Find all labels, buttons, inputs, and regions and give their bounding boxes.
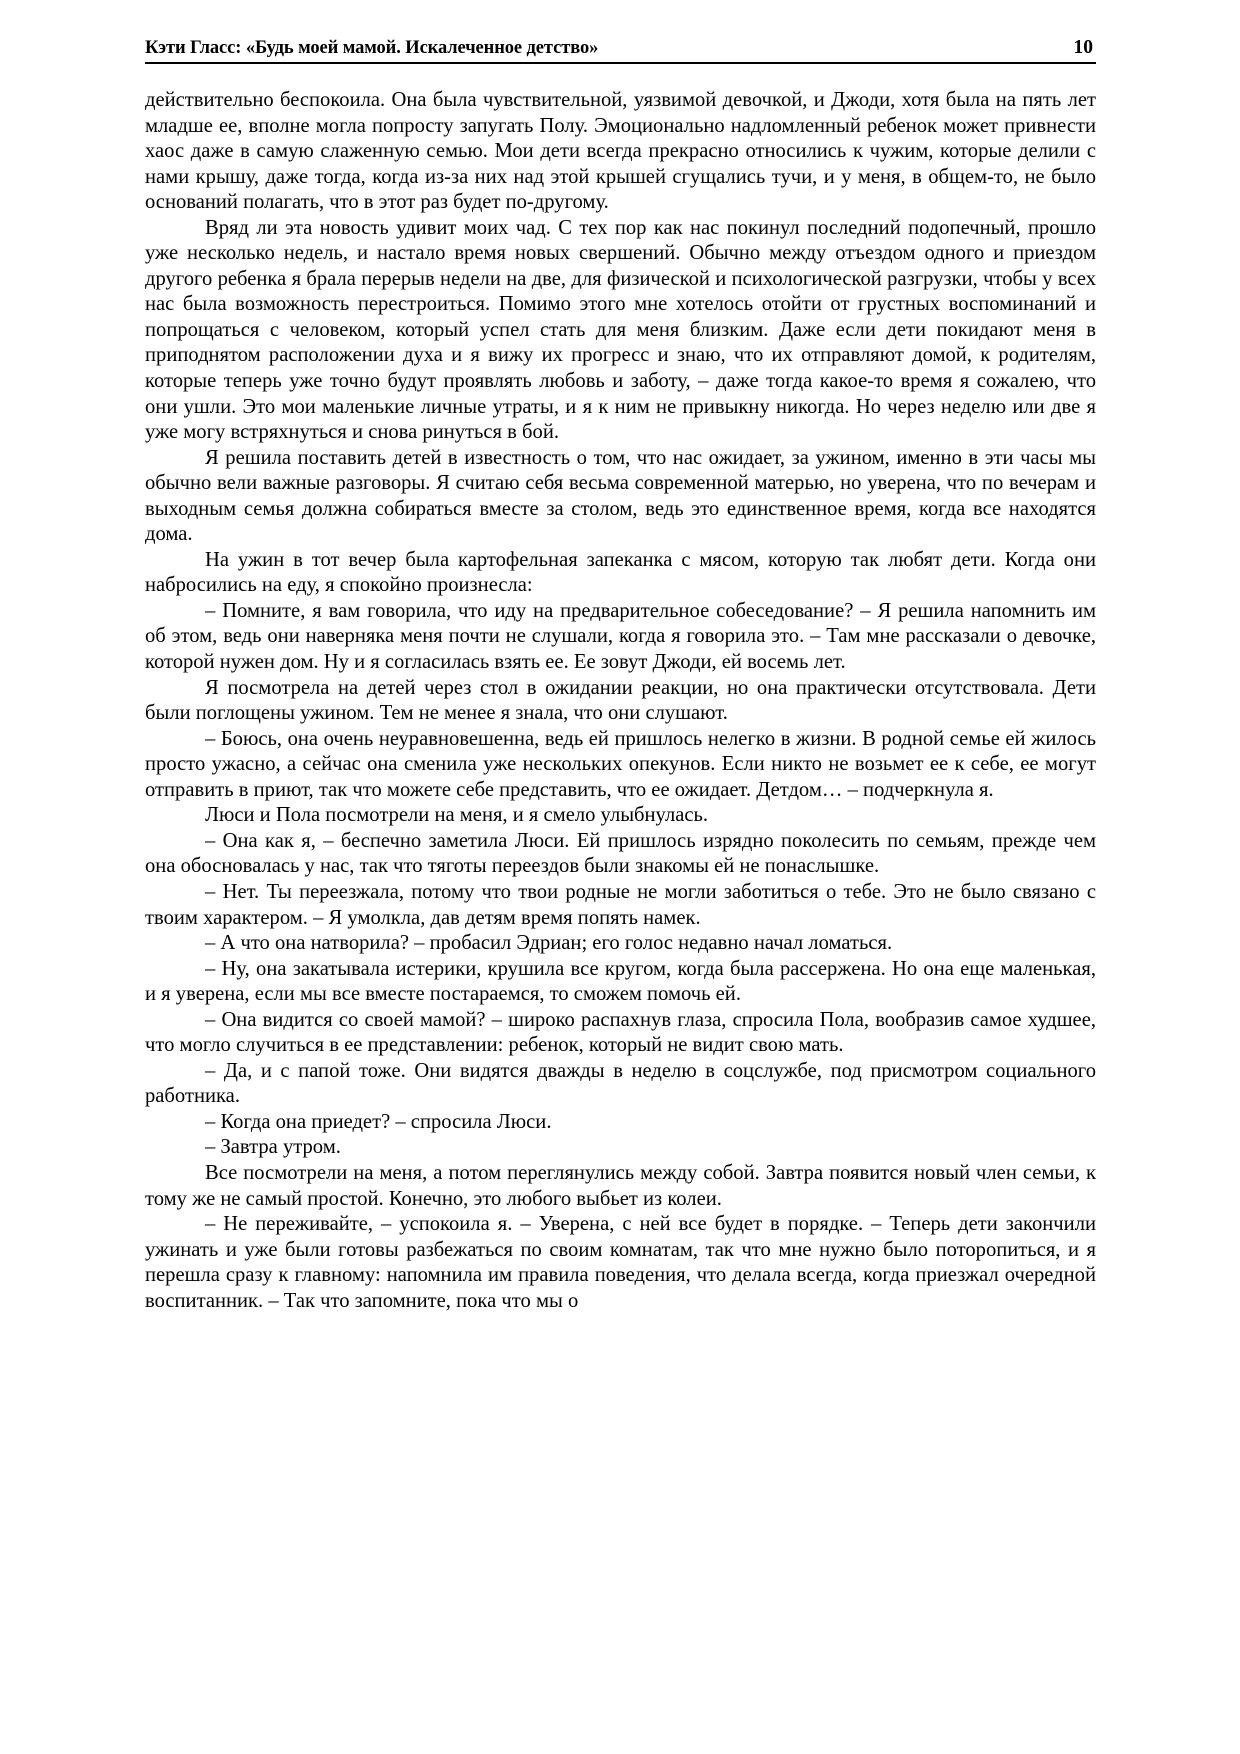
paragraph-dialogue: – Помните, я вам говорила, что иду на предварительное собеседование? – Я решила напомнить им об этом, ведь они наверняка меня почти не слушали, когда я говорила это. – Там мне рассказали о девочке, которой нужен дом. Ну и я согласилась взять ее. Ее зовут Джоди, ей восемь лет. [145, 599, 1096, 674]
paragraph-dialogue: – Боюсь, она очень неуравновешенна, ведь ей пришлось нелегко в жизни. В родной семье ей жилось просто ужасно, а сейчас она сменила уже нескольких опекунов. Если никто не возьмет ее к себе, ее могут отправить в приют, так что можете себе представить, что ее ожидает. Детдом… – подчеркнула я. [145, 727, 1096, 801]
paragraph: На ужин в тот вечер была картофельная запеканка с мясом, которую так любят дети. Когда они набросились на еду, я спокойно произнесла: [145, 548, 1096, 597]
paragraph-dialogue: – Нет. Ты переезжала, потому что твои родные не могли заботиться о тебе. Это не было связано с твоим характером. – Я умолкла, дав детям время попять намек. [145, 880, 1096, 929]
paragraph: Вряд ли эта новость удивит моих чад. С тех пор как нас покинул последний подопечный, прошло уже несколько недель, и настало время новых свершений. Обычно между отъездом одного и приездом другого ребенка я брала перерыв недели на две, для физической и психологической разгрузки, чтобы у всех нас была возможность перестроиться. Помимо этого мне хотелось отойти от грустных воспоминаний и попрощаться с человеком, который успел стать для меня близким. Даже если дети покидают меня в приподнятом расположении духа и я вижу их прогресс и знаю, что их отправляют домой, к родителям, которые теперь уже точно будут проявлять любовь и заботу, – даже тогда какое-то время я сожалею, что они ушли. Это мои маленькие личные утраты, и я к ним не привыкну никогда. Но через неделю или две я уже могу встряхнуться и снова ринуться в бой. [145, 216, 1096, 444]
running-header [145, 37, 1095, 58]
paragraph-dialogue: – Ну, она закатывала истерики, крушила все кругом, когда была рассержена. Но она еще маленькая, и я уверена, если мы все вместе постараемся, то сможем помочь ей. [145, 957, 1096, 1006]
header-divider-rule [145, 62, 1096, 64]
page-number: 10 [1073, 37, 1093, 58]
paragraph-dialogue: – Завтра утром. [205, 1136, 341, 1159]
paragraph: Все посмотрели на меня, а потом переглянулись между собой. Завтра появится новый член семьи, к тому же не самый простой. Конечно, это любого выбьет из колеи. [145, 1161, 1096, 1210]
paragraph: Я посмотрела на детей через стол в ожидании реакции, но она практически отсутствовала. Дети были поглощены ужином. Тем не менее я знала, что они слушают. [145, 676, 1096, 725]
paragraph-dialogue: – Не переживайте, – успокоила я. – Уверена, с ней все будет в порядке. – Теперь дети закончили ужинать и уже были готовы разбежаться по своим комнатам, так что мне нужно было поторопиться, и я перешла сразу к главному: напомнила им правила поведения, что делала всегда, когда приезжал очередной воспитанник. – Так что запомните, пока что мы о [145, 1213, 1096, 1312]
paragraph-dialogue: – Она как я, – беспечно заметила Люси. Ей пришлось изрядно поколесить по семьям, прежде чем она обосновалась у нас, так что тяготы переездов были знакомы ей не понаслышке. [145, 829, 1096, 878]
paragraph: Люси и Пола посмотрели на меня, и я смело улыбнулась. [205, 804, 709, 827]
header-book-title: Кэти Гласс: «Будь моей мамой. Искалеченное детство» [145, 38, 599, 58]
paragraph: Я решила поставить детей в известность о том, что нас ожидает, за ужином, именно в эти часы мы обычно вели важные разговоры. Я считаю себя весьма современной матерью, но уверена, что по вечерам и выходным семья должна собираться вместе за столом, ведь это единственное время, когда все находятся дома. [145, 446, 1096, 546]
paragraph-dialogue: – Да, и с папой тоже. Они видятся дважды в неделю в соцслужбе, под присмотром социального работника. [145, 1059, 1096, 1108]
paragraph-dialogue: – Когда она приедет? – спросила Люси. [205, 1110, 552, 1133]
body-text-block [145, 88, 1096, 1314]
paragraph: действительно беспокоила. Она была чувствительной, уязвимой девочкой, и Джоди, хотя была на пять лет младше ее, вполне могла попросту запугать Полу. Эмоционально надломленный ребенок может привнести хаос даже в самую слаженную семью. Мои дети всегда прекрасно относились к чужим, которые делили с нами крышу, даже тогда, когда из-за них над этой крышей сгущались тучи, и у меня, в общем-то, не было оснований полагать, что в этот раз будет по-другому. [145, 89, 1096, 214]
paragraph-dialogue: – Она видится со своей мамой? – широко распахнув глаза, спросила Пола, вообразив самое худшее, что могло случиться в ее представлении: ребенок, который не видит свою мать. [145, 1008, 1096, 1057]
paragraph-dialogue: – А что она натворила? – пробасил Эдриан; его голос недавно начал ломаться. [205, 932, 893, 955]
